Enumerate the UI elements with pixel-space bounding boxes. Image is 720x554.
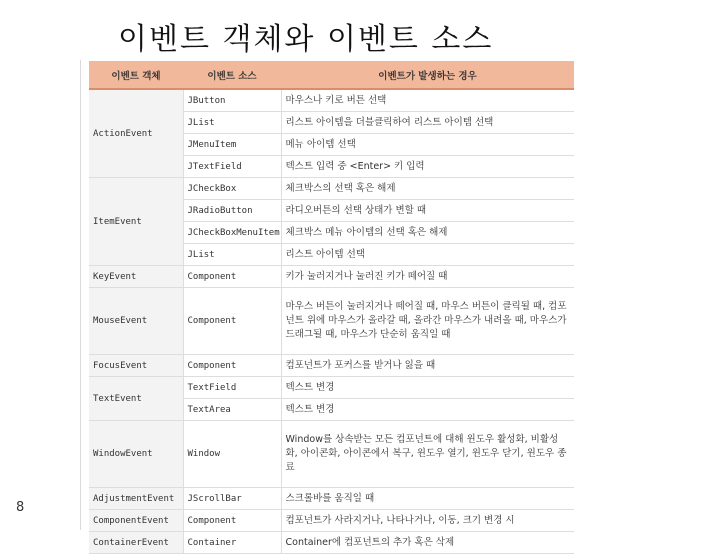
event-table bbox=[89, 61, 574, 554]
table-header-row bbox=[89, 61, 574, 89]
event-case-cell: 스크롤바를 움직일 때 bbox=[281, 488, 574, 510]
event-case-cell: Window를 상속받는 모든 컴포넌트에 대해 윈도우 활성화, 비활성화, 아이콘화, 아이콘에서 복구, 윈도우 열기, 윈도우 닫기, 윈도우 종료 bbox=[281, 421, 574, 488]
event-object-cell: MouseEvent bbox=[89, 288, 183, 355]
event-case-cell: 마우스 버튼이 눌러지거나 떼어질 때, 마우스 버튼이 클릭될 때, 컴포넌트 위에 마우스가 올라갈 때, 올라간 마우스가 내려올 때, 마우스가 드래그될 때, 마우스가 단순히 움직일 때 bbox=[281, 288, 574, 355]
event-object-cell: WindowEvent bbox=[89, 421, 183, 488]
table-row bbox=[89, 288, 574, 355]
event-case-cell: 라디오버튼의 선택 상태가 변할 때 bbox=[281, 200, 574, 222]
event-source-cell: Window bbox=[183, 421, 281, 488]
event-object-cell: ComponentEvent bbox=[89, 510, 183, 532]
event-case-cell: 체크박스의 선택 혹은 해제 bbox=[281, 178, 574, 200]
event-case-cell: 텍스트 변경 bbox=[281, 399, 574, 421]
event-object-cell: KeyEvent bbox=[89, 266, 183, 288]
event-case-cell: 텍스트 변경 bbox=[281, 377, 574, 399]
event-source-cell: Component bbox=[183, 355, 281, 377]
event-source-cell: JScrollBar bbox=[183, 488, 281, 510]
event-case-cell: 컴포넌트가 포커스를 받거나 잃을 때 bbox=[281, 355, 574, 377]
event-case-cell: 컴포넌트가 사라지거나, 나타나거나, 이동, 크기 변경 시 bbox=[281, 510, 574, 532]
table-row bbox=[89, 510, 574, 532]
table-row bbox=[89, 421, 574, 488]
table-row bbox=[89, 178, 574, 200]
event-source-cell: JCheckBoxMenuItem bbox=[183, 222, 281, 244]
event-object-cell: TextEvent bbox=[89, 377, 183, 421]
event-case-cell: 체크박스 메뉴 아이템의 선택 혹은 해제 bbox=[281, 222, 574, 244]
event-object-cell: ActionEvent bbox=[89, 89, 183, 178]
event-source-cell: JButton bbox=[183, 89, 281, 112]
left-divider-line bbox=[80, 60, 81, 530]
event-case-cell: 키가 눌러지거나 눌러진 키가 떼어질 때 bbox=[281, 266, 574, 288]
slide-number: 8 bbox=[16, 500, 25, 515]
event-case-cell: 메뉴 아이템 선택 bbox=[281, 134, 574, 156]
table-row bbox=[89, 377, 574, 399]
event-source-cell: JList bbox=[183, 112, 281, 134]
event-case-cell: 텍스트 입력 중 <Enter> 키 입력 bbox=[281, 156, 574, 178]
event-object-cell: ItemEvent bbox=[89, 178, 183, 266]
table-row bbox=[89, 266, 574, 288]
table-row bbox=[89, 488, 574, 510]
table-row bbox=[89, 355, 574, 377]
event-source-cell: Component bbox=[183, 510, 281, 532]
event-case-cell: 리스트 아이템 선택 bbox=[281, 244, 574, 266]
event-source-cell: TextField bbox=[183, 377, 281, 399]
header-event-case: 이벤트가 발생하는 경우 bbox=[281, 61, 574, 89]
event-case-cell: 마우스나 키로 버튼 선택 bbox=[281, 89, 574, 112]
event-object-cell: ContainerEvent bbox=[89, 532, 183, 554]
event-source-cell: JCheckBox bbox=[183, 178, 281, 200]
table-row bbox=[89, 89, 574, 112]
event-case-cell: 리스트 아이템을 더블클릭하여 리스트 아이템 선택 bbox=[281, 112, 574, 134]
header-event-object: 이벤트 객체 bbox=[89, 61, 183, 89]
event-source-cell: TextArea bbox=[183, 399, 281, 421]
event-case-cell: Container에 컴포넌트의 추가 혹은 삭제 bbox=[281, 532, 574, 554]
event-object-cell: FocusEvent bbox=[89, 355, 183, 377]
table-row bbox=[89, 532, 574, 554]
event-object-cell: AdjustmentEvent bbox=[89, 488, 183, 510]
event-source-cell: JList bbox=[183, 244, 281, 266]
header-event-source: 이벤트 소스 bbox=[183, 61, 281, 89]
event-source-cell: Container bbox=[183, 532, 281, 554]
event-source-cell: JRadioButton bbox=[183, 200, 281, 222]
event-source-cell: Component bbox=[183, 288, 281, 355]
event-source-cell: JMenuItem bbox=[183, 134, 281, 156]
slide-title: 이벤트 객체와 이벤트 소스 bbox=[118, 22, 494, 57]
event-source-cell: JTextField bbox=[183, 156, 281, 178]
event-source-cell: Component bbox=[183, 266, 281, 288]
